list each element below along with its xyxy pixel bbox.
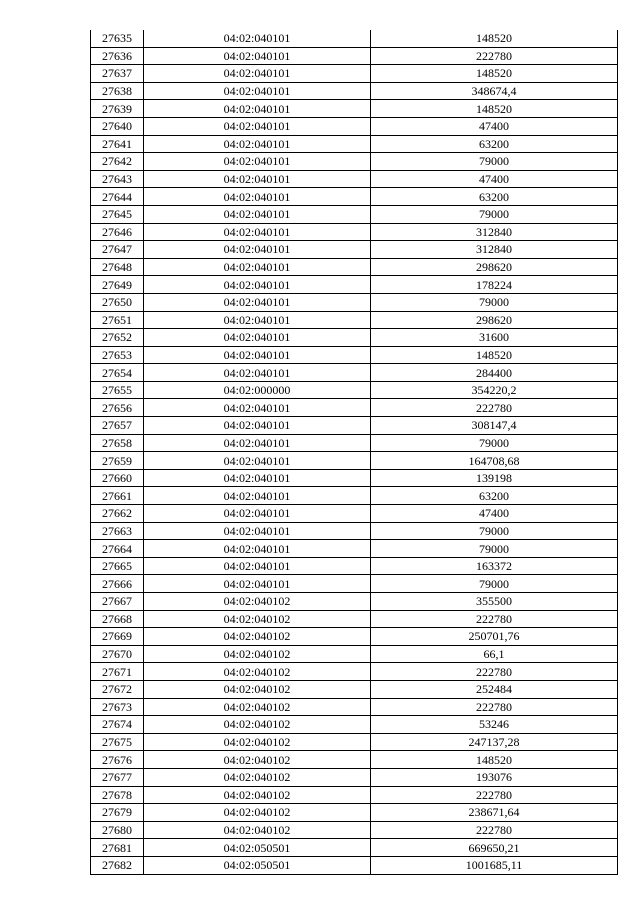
row-number-cell: 27664	[91, 540, 144, 558]
value-cell: 79000	[371, 205, 618, 223]
value-cell: 312840	[371, 223, 618, 241]
value-cell: 348674,4	[371, 82, 618, 100]
row-number-cell: 27661	[91, 487, 144, 505]
row-number-cell: 27648	[91, 258, 144, 276]
value-cell: 193076	[371, 768, 618, 786]
cadastral-code-cell: 04:02:040102	[144, 680, 371, 698]
table-row	[91, 821, 618, 839]
cadastral-code-cell: 04:02:040102	[144, 628, 371, 646]
value-cell: 222780	[371, 821, 618, 839]
row-number-cell: 27658	[91, 434, 144, 452]
table-row	[91, 293, 618, 311]
value-cell: 31600	[371, 329, 618, 347]
cadastral-code-cell: 04:02:040101	[144, 557, 371, 575]
cadastral-code-cell: 04:02:040102	[144, 610, 371, 628]
cadastral-code-cell: 04:02:040101	[144, 205, 371, 223]
row-number-cell: 27682	[91, 856, 144, 874]
table-body	[91, 30, 618, 874]
row-number-cell: 27655	[91, 381, 144, 399]
cadastral-code-cell: 04:02:040102	[144, 698, 371, 716]
row-number-cell: 27676	[91, 751, 144, 769]
cadastral-code-cell: 04:02:040101	[144, 522, 371, 540]
value-cell: 148520	[371, 100, 618, 118]
cadastral-code-cell: 04:02:040102	[144, 716, 371, 734]
row-number-cell: 27635	[91, 30, 144, 47]
row-number-cell: 27645	[91, 205, 144, 223]
value-cell: 222780	[371, 610, 618, 628]
value-cell: 47400	[371, 117, 618, 135]
value-cell: 298620	[371, 311, 618, 329]
table-row	[91, 522, 618, 540]
value-cell: 222780	[371, 663, 618, 681]
table-row	[91, 258, 618, 276]
table-row	[91, 205, 618, 223]
row-number-cell: 27650	[91, 293, 144, 311]
cadastral-code-cell: 04:02:000000	[144, 381, 371, 399]
table-row	[91, 733, 618, 751]
table-row	[91, 628, 618, 646]
table-row	[91, 645, 618, 663]
cadastral-code-cell: 04:02:040101	[144, 82, 371, 100]
table-row	[91, 170, 618, 188]
value-cell: 355500	[371, 593, 618, 611]
cadastral-code-cell: 04:02:040101	[144, 258, 371, 276]
value-cell: 79000	[371, 434, 618, 452]
table-row	[91, 804, 618, 822]
row-number-cell: 27671	[91, 663, 144, 681]
table-row	[91, 751, 618, 769]
row-number-cell: 27656	[91, 399, 144, 417]
cadastral-code-cell: 04:02:040101	[144, 329, 371, 347]
value-cell: 148520	[371, 30, 618, 47]
table-row	[91, 434, 618, 452]
value-cell: 164708,68	[371, 452, 618, 470]
value-cell: 79000	[371, 540, 618, 558]
value-cell: 47400	[371, 505, 618, 523]
row-number-cell: 27649	[91, 276, 144, 294]
cadastral-code-cell: 04:02:040101	[144, 100, 371, 118]
table-row	[91, 346, 618, 364]
row-number-cell: 27643	[91, 170, 144, 188]
cadastral-code-cell: 04:02:040101	[144, 487, 371, 505]
value-cell: 148520	[371, 751, 618, 769]
value-cell: 222780	[371, 786, 618, 804]
row-number-cell: 27647	[91, 241, 144, 259]
row-number-cell: 27666	[91, 575, 144, 593]
row-number-cell: 27668	[91, 610, 144, 628]
row-number-cell: 27652	[91, 329, 144, 347]
value-cell: 284400	[371, 364, 618, 382]
cadastral-code-cell: 04:02:040102	[144, 733, 371, 751]
table-row	[91, 469, 618, 487]
row-number-cell: 27640	[91, 117, 144, 135]
value-cell: 354220,2	[371, 381, 618, 399]
table-row	[91, 153, 618, 171]
table-row	[91, 575, 618, 593]
cadastral-code-cell: 04:02:040102	[144, 593, 371, 611]
value-cell: 250701,76	[371, 628, 618, 646]
table-row	[91, 698, 618, 716]
row-number-cell: 27673	[91, 698, 144, 716]
cadastral-code-cell: 04:02:040101	[144, 346, 371, 364]
cadastral-code-cell: 04:02:040101	[144, 135, 371, 153]
table-row	[91, 487, 618, 505]
row-number-cell: 27654	[91, 364, 144, 382]
value-cell: 53246	[371, 716, 618, 734]
row-number-cell: 27677	[91, 768, 144, 786]
table-row	[91, 241, 618, 259]
row-number-cell: 27667	[91, 593, 144, 611]
table-row	[91, 452, 618, 470]
value-cell: 1001685,11	[371, 856, 618, 874]
cadastral-code-cell: 04:02:040102	[144, 768, 371, 786]
cadastral-code-cell: 04:02:040101	[144, 153, 371, 171]
cadastral-code-cell: 04:02:040102	[144, 786, 371, 804]
table-row	[91, 399, 618, 417]
value-cell: 63200	[371, 188, 618, 206]
table-row	[91, 839, 618, 857]
cadastral-code-cell: 04:02:040101	[144, 364, 371, 382]
cadastral-code-cell: 04:02:040102	[144, 821, 371, 839]
value-cell: 222780	[371, 399, 618, 417]
cadastral-code-cell: 04:02:040101	[144, 540, 371, 558]
cadastral-code-cell: 04:02:040101	[144, 117, 371, 135]
value-cell: 669650,21	[371, 839, 618, 857]
row-number-cell: 27657	[91, 417, 144, 435]
table-row	[91, 716, 618, 734]
value-cell: 312840	[371, 241, 618, 259]
cadastral-code-cell: 04:02:040101	[144, 417, 371, 435]
value-cell: 79000	[371, 522, 618, 540]
row-number-cell: 27653	[91, 346, 144, 364]
value-cell: 148520	[371, 346, 618, 364]
table-row	[91, 135, 618, 153]
cadastral-code-cell: 04:02:040101	[144, 276, 371, 294]
row-number-cell: 27639	[91, 100, 144, 118]
table-row	[91, 364, 618, 382]
cadastral-code-cell: 04:02:040101	[144, 223, 371, 241]
table-row	[91, 768, 618, 786]
value-cell: 247137,28	[371, 733, 618, 751]
cadastral-code-cell: 04:02:040101	[144, 47, 371, 65]
cadastral-code-cell: 04:02:050501	[144, 856, 371, 874]
value-cell: 148520	[371, 65, 618, 83]
value-cell: 63200	[371, 135, 618, 153]
cadastral-code-cell: 04:02:040101	[144, 434, 371, 452]
cadastral-code-cell: 04:02:040101	[144, 452, 371, 470]
table-row	[91, 65, 618, 83]
value-cell: 252484	[371, 680, 618, 698]
cadastral-code-cell: 04:02:040102	[144, 751, 371, 769]
value-cell: 308147,4	[371, 417, 618, 435]
value-cell: 238671,64	[371, 804, 618, 822]
cadastral-code-cell: 04:02:040102	[144, 663, 371, 681]
table-row	[91, 557, 618, 575]
value-cell: 139198	[371, 469, 618, 487]
row-number-cell: 27646	[91, 223, 144, 241]
row-number-cell: 27660	[91, 469, 144, 487]
row-number-cell: 27665	[91, 557, 144, 575]
data-table	[90, 30, 618, 875]
row-number-cell: 27651	[91, 311, 144, 329]
table-row	[91, 276, 618, 294]
cadastral-code-cell: 04:02:040101	[144, 188, 371, 206]
value-cell: 66,1	[371, 645, 618, 663]
cadastral-code-cell: 04:02:040101	[144, 170, 371, 188]
cadastral-code-cell: 04:02:040102	[144, 645, 371, 663]
value-cell: 47400	[371, 170, 618, 188]
row-number-cell: 27672	[91, 680, 144, 698]
cadastral-code-cell: 04:02:040101	[144, 311, 371, 329]
table-row	[91, 417, 618, 435]
cadastral-code-cell: 04:02:040101	[144, 575, 371, 593]
cadastral-code-cell: 04:02:040101	[144, 293, 371, 311]
table-row	[91, 680, 618, 698]
row-number-cell: 27642	[91, 153, 144, 171]
value-cell: 222780	[371, 47, 618, 65]
table-row	[91, 223, 618, 241]
table-row	[91, 610, 618, 628]
value-cell: 298620	[371, 258, 618, 276]
table-row	[91, 663, 618, 681]
table-row	[91, 856, 618, 874]
cadastral-code-cell: 04:02:040101	[144, 399, 371, 417]
value-cell: 79000	[371, 575, 618, 593]
value-cell: 79000	[371, 293, 618, 311]
row-number-cell: 27681	[91, 839, 144, 857]
table-row	[91, 100, 618, 118]
table-row	[91, 82, 618, 100]
cadastral-code-cell: 04:02:040101	[144, 241, 371, 259]
value-cell: 63200	[371, 487, 618, 505]
table-row	[91, 329, 618, 347]
cadastral-code-cell: 04:02:040101	[144, 505, 371, 523]
table-row	[91, 47, 618, 65]
table-row	[91, 311, 618, 329]
row-number-cell: 27679	[91, 804, 144, 822]
row-number-cell: 27669	[91, 628, 144, 646]
row-number-cell: 27674	[91, 716, 144, 734]
cadastral-code-cell: 04:02:040101	[144, 65, 371, 83]
row-number-cell: 27644	[91, 188, 144, 206]
row-number-cell: 27680	[91, 821, 144, 839]
row-number-cell: 27638	[91, 82, 144, 100]
table-row	[91, 786, 618, 804]
value-cell: 163372	[371, 557, 618, 575]
cadastral-code-cell: 04:02:050501	[144, 839, 371, 857]
table-row	[91, 540, 618, 558]
table-row	[91, 30, 618, 47]
value-cell: 79000	[371, 153, 618, 171]
value-cell: 222780	[371, 698, 618, 716]
row-number-cell: 27659	[91, 452, 144, 470]
table-row	[91, 117, 618, 135]
row-number-cell: 27675	[91, 733, 144, 751]
cadastral-code-cell: 04:02:040102	[144, 804, 371, 822]
cadastral-code-cell: 04:02:040101	[144, 30, 371, 47]
table-row	[91, 505, 618, 523]
row-number-cell: 27641	[91, 135, 144, 153]
table-row	[91, 381, 618, 399]
row-number-cell: 27636	[91, 47, 144, 65]
cadastral-code-cell: 04:02:040101	[144, 469, 371, 487]
table-row	[91, 188, 618, 206]
value-cell: 178224	[371, 276, 618, 294]
row-number-cell: 27670	[91, 645, 144, 663]
table-row	[91, 593, 618, 611]
row-number-cell: 27662	[91, 505, 144, 523]
row-number-cell: 27663	[91, 522, 144, 540]
row-number-cell: 27637	[91, 65, 144, 83]
row-number-cell: 27678	[91, 786, 144, 804]
